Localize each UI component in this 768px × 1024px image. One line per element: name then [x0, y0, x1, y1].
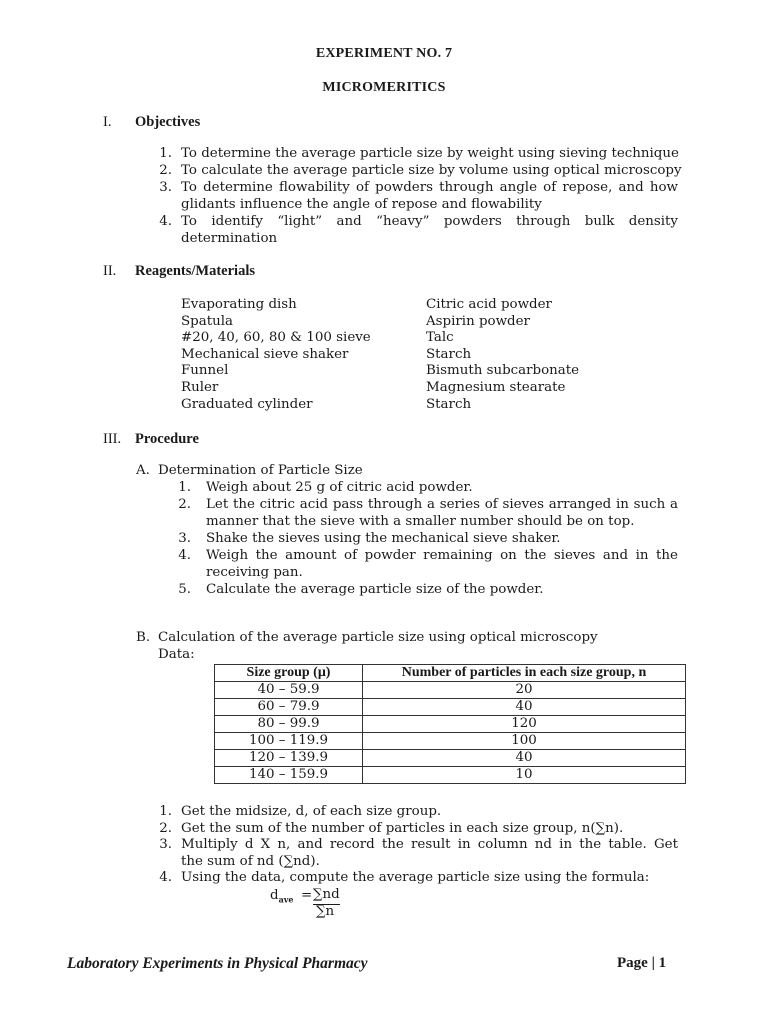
list-item: 4. Weigh the amount of powder remaining on the sieves and in the [178, 548, 678, 563]
table-cell: 120 [363, 716, 686, 733]
list-item: 1. To determine the average particle size by weight using sieving technique [159, 146, 679, 161]
list-item: Talc [426, 330, 454, 346]
list-item-continuation: receiving pan. [206, 565, 303, 580]
list-item: 2. To calculate the average particle size by volume using optical microscopy [159, 163, 682, 178]
section-procedure-heading [103, 431, 403, 449]
table-row [215, 716, 686, 733]
table-cell: 120 – 139.9 [215, 750, 363, 767]
part-a-steps [175, 480, 678, 599]
table-row [215, 733, 686, 750]
list-item: 1. Get the midsize, d, of each size group. [159, 804, 442, 819]
formula-denominator: ∑n [316, 904, 335, 919]
column-header: Size group (μ) [215, 665, 363, 682]
table-cell: 40 [363, 750, 686, 767]
table-row [215, 767, 686, 784]
list-item: Bismuth subcarbonate [426, 363, 580, 379]
table-cell: 100 – 119.9 [215, 733, 363, 750]
list-item: Graduated cylinder [181, 396, 313, 412]
table-row [215, 750, 686, 767]
formula-numerator: ∑nd [313, 887, 340, 902]
column-header: Number of particles in each size group, n [363, 665, 686, 682]
table-row [215, 699, 686, 716]
section-numeral: II. [103, 263, 117, 279]
average-size-formula [270, 886, 360, 922]
objectives-list [150, 146, 682, 248]
section-materials-heading [103, 263, 403, 281]
part-a-title: Determination of Particle Size [158, 463, 363, 478]
list-item: Ruler [181, 379, 219, 395]
table-header-row [215, 665, 686, 682]
document-title: MICROMERITICS [322, 80, 446, 95]
section-title: Objectives [135, 114, 201, 130]
list-item: 2. Let the citric acid pass through a series of sieves arranged in such a [178, 497, 678, 512]
list-item: 5. Calculate the average particle size of the powder. [178, 582, 544, 597]
section-numeral: I. [103, 114, 112, 130]
list-item-continuation: manner that the sieve with a smaller number should be on top. [206, 514, 635, 529]
list-item: Spatula [181, 313, 233, 329]
list-item: 1. Weigh about 25 g of citric acid powder. [178, 480, 473, 495]
section-title: Procedure [135, 431, 199, 447]
part-b-steps [150, 804, 678, 887]
list-item: 4. Using the data, compute the average particle size using the formula: [159, 870, 650, 886]
table-cell: 60 – 79.9 [215, 699, 363, 716]
footer-book-title: Laboratory Experiments in Physical Pharmacy [67, 955, 368, 972]
list-item: 2. Get the sum of the number of particles in each size group, n(∑n). [159, 820, 624, 836]
table-cell: 40 – 59.9 [215, 682, 363, 699]
page-number: Page | 1 [617, 955, 667, 971]
table-cell: 40 [363, 699, 686, 716]
list-item: Magnesium stearate [426, 379, 566, 395]
table-cell: 10 [363, 767, 686, 784]
section-numeral: III. [103, 431, 122, 447]
table-cell: 20 [363, 682, 686, 699]
list-item-continuation: the sum of nd (∑nd). [181, 853, 320, 869]
list-item-continuation: determination [181, 231, 278, 246]
table-cell: 140 – 159.9 [215, 767, 363, 784]
data-label: Data: [158, 647, 195, 662]
list-item: Funnel [181, 363, 229, 379]
list-item: Starch [426, 346, 472, 362]
list-item: 3. To determine flowability of powders through angle of repose, and how [159, 180, 678, 195]
formula-lhs: $d_{ave}$ [270, 888, 294, 905]
list-item: #20, 40, 60, 80 & 100 sieve [181, 330, 371, 346]
list-item: 3. Shake the sieves using the mechanical sieve shaker. [178, 531, 561, 546]
list-item: Aspirin powder [426, 313, 530, 329]
particle-size-table [214, 664, 686, 784]
section-title: Reagents/Materials [135, 263, 255, 279]
formula-equals: = [301, 888, 313, 903]
section-objectives-heading [103, 114, 403, 132]
table-row [215, 682, 686, 699]
table-cell: 80 – 99.9 [215, 716, 363, 733]
list-item-continuation: glidants influence the angle of repose and flowability [181, 197, 542, 212]
table-cell: 100 [363, 733, 686, 750]
list-item: Citric acid powder [426, 297, 552, 312]
experiment-number: EXPERIMENT NO. 7 [315, 46, 453, 61]
materials-right-column [426, 297, 676, 413]
part-b-label: B. [136, 630, 151, 645]
part-a-label: A. [136, 463, 150, 478]
list-item: Mechanical sieve shaker [181, 346, 349, 362]
list-item: 4. To identify “light” and “heavy” powders through bulk density [159, 214, 678, 229]
part-b-title: Calculation of the average particle size using optical microscopy [158, 630, 598, 645]
list-item: Starch [426, 396, 472, 412]
materials-left-column [181, 297, 421, 413]
list-item: Evaporating dish [181, 297, 297, 312]
list-item: 3. Multiply d X n, and record the result in column nd in the table. Get [159, 837, 678, 853]
